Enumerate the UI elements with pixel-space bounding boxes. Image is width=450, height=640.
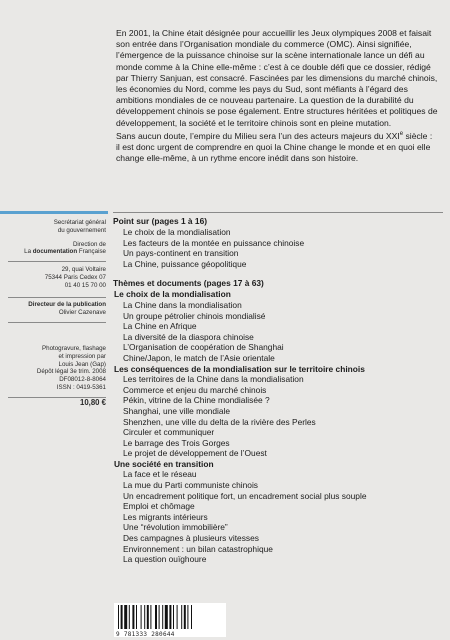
toc-item: Le choix de la mondialisation [123,227,231,237]
toc-item: Emploi et chômage [123,501,195,512]
phone: 01 40 15 70 00 [64,281,106,289]
barcode-bars-icon [114,603,226,630]
barcode [114,603,226,637]
left-rule-2 [8,297,106,298]
toc-item: Les migrants intérieurs [123,511,208,522]
director-name: Olivier Cazenave [58,308,106,316]
toc-item: Des campagnes à plusieurs vitesses [123,533,259,544]
group-items-choix [113,300,443,364]
table-of-contents [113,216,443,565]
section-title-themes: Thèmes et documents (pages 17 à 63) [113,278,264,289]
toc-item: La diversité de la diaspora chinoise [123,331,254,342]
print-block [8,345,106,392]
toc-item: Un groupe pétrolier chinois mondialisé [123,310,266,321]
barcode-digits: 9 781333 280644 [116,631,175,638]
print-line-5: DF08012-8-8064 [59,376,106,384]
left-rule-1 [8,261,106,262]
director-title: Directeur de la publication [28,301,106,308]
toc-item: Chine/Japon, le match de l’Asie orientale [123,352,275,363]
toc-item: La Chine, puissance géopolitique [123,258,247,269]
toc-item: Environnement : un bilan catastrophique [123,543,273,554]
print-line-3: Louis Jean (Gap) [58,360,106,368]
intro-paragraph-1: En 2001, la Chine était désignée pour accueillir les Jeux olympiques 2008 et faisait son entrée dans l’Organisation mondiale du commerce (OMC). Ainsi signifiée, l’émergence de la puissance chinoise sur la scène internationale lance un défi au monde comme à la Chine elle-même : c’est à ce double défi que ce dossier, rédigé par Thierry Sanjuan, est consacré. Fascinées par les dimensions du marché chinois, les économies du Nord, comme les pays du Sud, sont méfiants à l’égard des ambitions mondiales de ce nouveau partenaire. La question de la durabilité du développement chinois se pose également. Entre structures héritées et politiques de développement, la société et le territoire chinois sont en pleine mutation. [116,28,438,128]
toc-item: Les facteurs de la montée en puissance chinoise [123,237,305,248]
section-title-point-sur: Point sur (pages 1 à 16) [113,216,208,226]
section-items-point-sur [113,227,443,269]
toc-item: Un encadrement politique fort, un encadrement social plus souple [123,490,367,501]
toc-rule [113,212,443,213]
publisher-block [8,219,106,256]
toc-item: Une “révolution immobilière” [123,522,228,533]
toc-item: Pékin, vitrine de la Chine mondialisée ? [123,395,270,406]
group-title-choix: Le choix de la mondialisation [114,289,231,300]
toc-item: La Chine en Afrique [123,321,197,332]
intro-text [116,28,438,164]
director-block [8,301,106,317]
toc-item: Shenzhen, une ville du delta de la rivière des Perles [123,416,316,427]
sg-line-1: Secrétariat général [53,219,106,226]
price: 10,80 € [79,398,106,407]
blue-rule [0,211,108,214]
group-items-consequences [113,374,443,459]
toc-item: La face et le réseau [123,469,197,480]
address-block [8,266,106,289]
toc-item: La Chine dans la mondialisation [123,299,242,310]
sg-line-2: du gouvernement [57,226,106,234]
toc-item: Shanghai, une ville mondiale [123,405,231,416]
toc-item: Le projet de développement de l’Ouest [123,448,267,459]
address-line-1: 29, quai Voltaire [61,266,106,273]
intro-paragraph-2: Sans aucun doute, l’empire du Milieu sera l’un des acteurs majeurs du XXIe siècle : il est donc urgent de comprendre en quoi la Chine change le monde et en quoi elle change elle-même, à un rythme encore inédit dans son histoire. [116,130,433,164]
toc-item: La mue du Parti communiste chinois [123,480,258,491]
toc-item: Commerce et enjeu du marché chinois [123,384,267,395]
toc-item: Les territoires de la Chine dans la mondialisation [123,374,304,385]
price-block [8,399,106,407]
address-line-2: 75344 Paris Cedex 07 [44,273,106,281]
print-line-6: ISSN : 0419-5361 [56,383,106,391]
toc-item: Le barrage des Trois Gorges [123,437,230,448]
print-line-1: Photogravure, flashage [42,345,106,352]
direction-line-2: La documentation Française [24,248,106,256]
left-rule-3 [8,322,106,323]
toc-item: L’Organisation de coopération de Shanghai [123,342,284,353]
group-title-societe: Une société en transition [114,458,214,469]
print-line-2: et impression par [58,352,106,360]
group-title-consequences: Les conséquences de la mondialisation sur le territoire chinois [114,363,365,374]
toc-item: Un pays-continent en transition [123,248,239,259]
direction-line-1: Direction de [72,240,106,248]
toc-item: La question ouïghoure [123,554,207,565]
toc-item: Circuler et communiquer [123,427,215,438]
print-line-4: Dépôt légal 3e trim. 2008 [36,368,106,376]
group-items-societe [113,469,443,564]
